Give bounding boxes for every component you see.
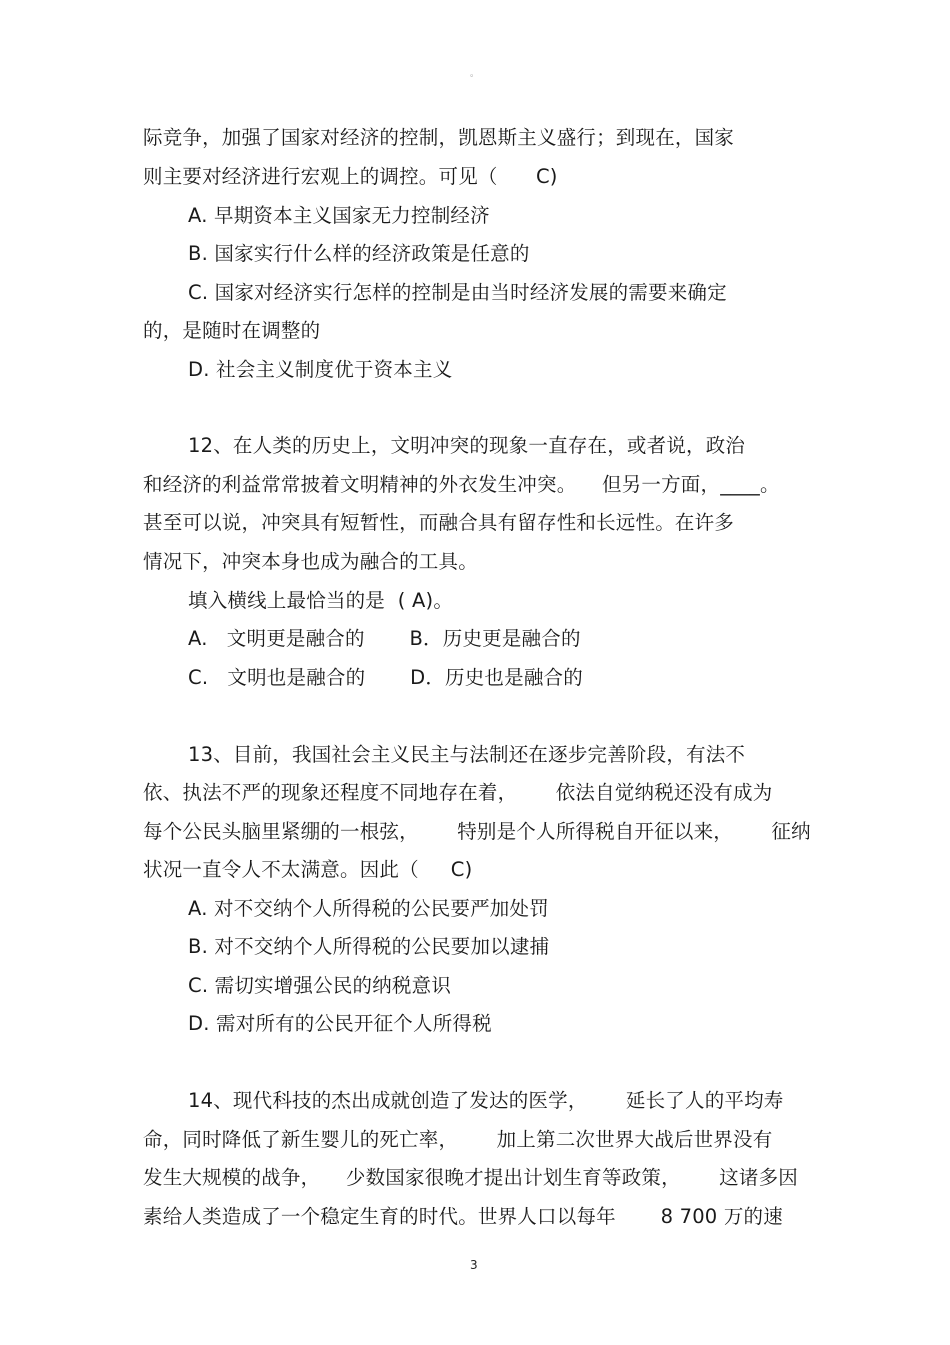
- option-line: A. 文明更是融合的 B．历史更是融合的: [188, 627, 581, 650]
- option-line: D. 社会主义制度优于资本主义: [188, 358, 453, 381]
- text-line: 命，同时降低了新生婴儿的死亡率， 加上第二次世界大战后世界没有: [143, 1128, 773, 1151]
- text-line: 则主要对经济进行宏观上的调控。可见（ C): [143, 165, 558, 188]
- text-line: 和经济的利益常常披着文明精神的外衣发生冲突。 但另一方面，____。: [143, 473, 780, 496]
- header-mark: 。: [470, 69, 480, 79]
- page-number: 3: [470, 1258, 478, 1272]
- question-line: 12、在人类的历史上，文明冲突的现象一直存在，或者说，政治: [188, 434, 746, 457]
- text-line: 情况下，冲突本身也成为融合的工具。: [143, 550, 478, 573]
- text-line: 每个公民头脑里紧绷的一根弦， 特别是个人所得税自开征以来， 征纳: [143, 820, 811, 843]
- text-line: 发生大规模的战争， 少数国家很晚才提出计划生育等政策， 这诸多因: [143, 1166, 798, 1189]
- text-line: 甚至可以说，冲突具有短暂性，而融合具有留存性和长远性。在许多: [143, 511, 735, 534]
- question-line: 14、现代科技的杰出成就创造了发达的医学， 延长了人的平均寿: [188, 1089, 784, 1112]
- option-line: B. 对不交纳个人所得税的公民要加以逮捕: [188, 935, 550, 958]
- text-line: 状况一直令人不太满意。因此（ C): [143, 858, 473, 881]
- option-line: A. 对不交纳个人所得税的公民要严加处罚: [188, 897, 549, 920]
- text-line: 的，是随时在调整的: [143, 319, 321, 342]
- option-line: A. 早期资本主义国家无力控制经济: [188, 204, 490, 227]
- text-line: 素给人类造成了一个稳定生育的时代。世界人口以每年 8 700 万的速: [143, 1205, 783, 1228]
- option-line: B. 国家实行什么样的经济政策是任意的: [188, 242, 530, 265]
- question-line: 13、目前，我国社会主义民主与法制还在逐步完善阶段，有法不: [188, 743, 746, 766]
- text-line: 依、执法不严的现象还程度不同地存在着， 依法自觉纳税还没有成为: [143, 781, 773, 804]
- option-line: C. 需切实增强公民的纳税意识: [188, 974, 452, 997]
- option-line: C. 国家对经济实行怎样的控制是由当时经济发展的需要来确定: [188, 281, 727, 304]
- text-line: 填入横线上最恰当的是 ( A)。: [188, 589, 454, 612]
- option-line: D. 需对所有的公民开征个人所得税: [188, 1012, 492, 1035]
- option-line: C. 文明也是融合的 D．历史也是融合的: [188, 666, 583, 689]
- text-line: 际竞争，加强了国家对经济的控制，凯恩斯主义盛行；到现在，国家: [143, 126, 735, 149]
